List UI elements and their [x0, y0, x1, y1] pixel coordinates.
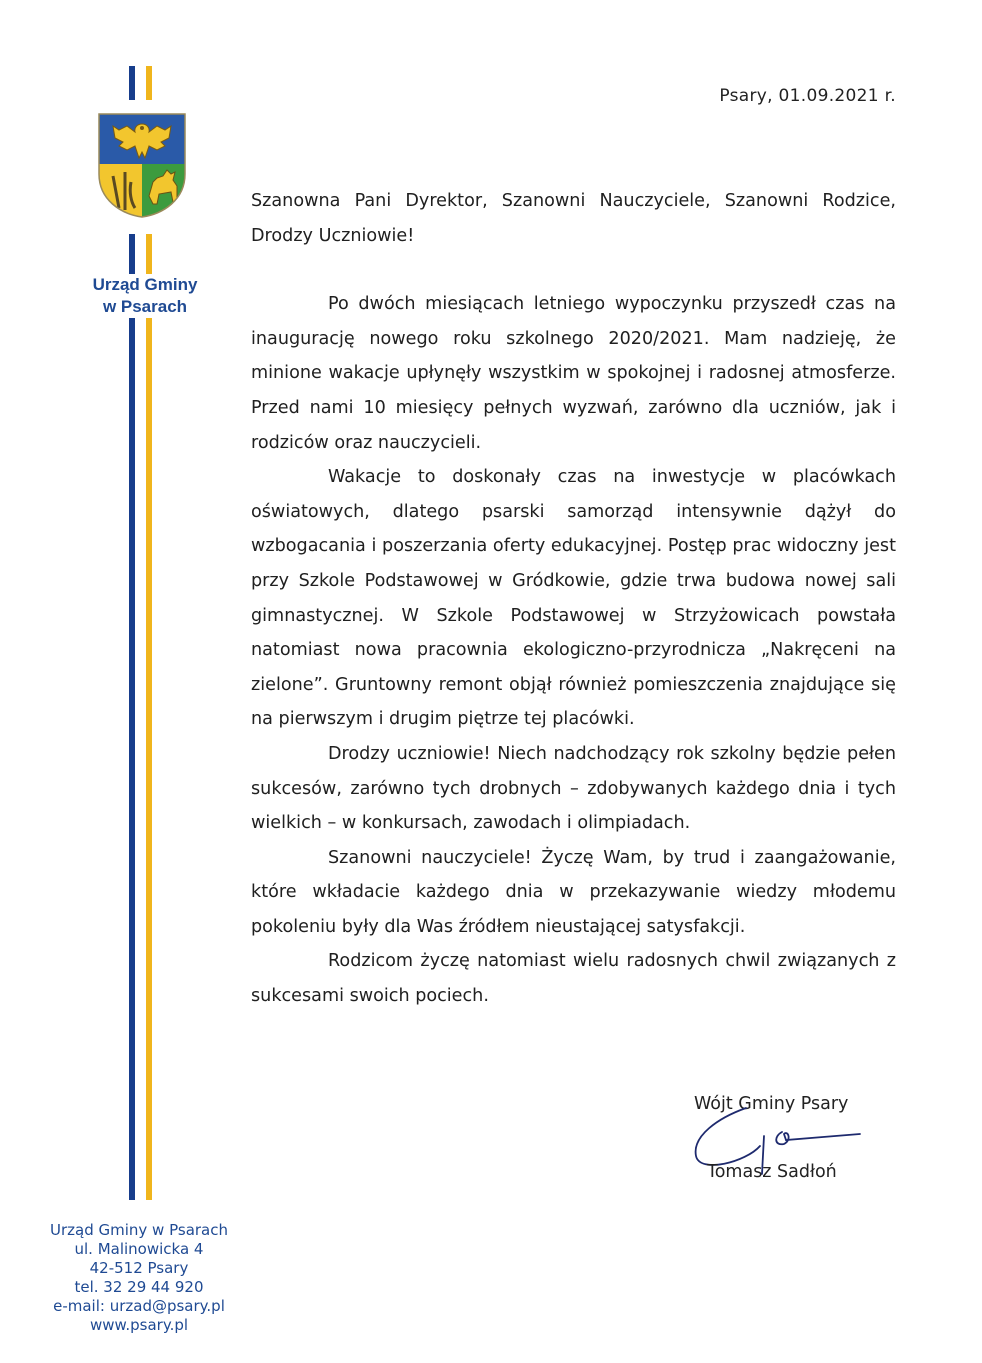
letter-body	[251, 184, 896, 1014]
coat-of-arms-icon	[97, 112, 187, 218]
signature-title: Wójt Gminy Psary	[694, 1094, 849, 1114]
office-name-line2: w Psarach	[102, 297, 188, 316]
footer-street: ul. Malinowicka 4	[74, 1240, 204, 1258]
side-stripe-blue	[129, 234, 135, 1200]
footer-postal: 42-512 Psary	[89, 1259, 189, 1277]
footer-email: e-mail: urzad@psary.pl	[53, 1297, 225, 1315]
top-stripe-blue	[129, 66, 135, 100]
paragraph: Wakacje to doskonały czas na inwestycje w placówkach oświatowych, dlatego psarski samorząd intensywnie dążył do wzbogacania i poszerzania oferty edukacyjnej. Postęp prac widoczny jest przy Szkole Podstawowej w Gródkowie, gdzie trwa budowa nowej sali gimnastycznej. W Szkole Podstawowej w Strzyżowicach powstała natomiast nowa pracownia ekologiczno-przyrodnicza „Nakręceni na zielone”. Gruntowny remont objął również pomieszczenia znajdujące się na pierwszym i drugim piętrze tej placówki.	[251, 467, 896, 730]
paragraph: Po dwóch miesiącach letniego wypoczynku przyszedł czas na inaugurację nowego roku szkolnego 2020/2021. Mam nadzieję, że minione wakacje upłynęły wszystkim w spokojnej i radosnej atmosferze. Przed nami 10 miesięcy pełnych wyzwań, zarówno dla uczniów, jak i rodziców oraz nauczycieli.	[251, 294, 896, 453]
footer-office: Urząd Gminy w Psarach	[50, 1221, 228, 1239]
footer-address	[40, 1221, 238, 1335]
letter-date: Psary, 01.09.2021 r.	[719, 86, 896, 106]
office-name-line1: Urząd Gminy	[92, 275, 198, 294]
office-name	[60, 274, 230, 318]
footer-website: www.psary.pl	[89, 1316, 189, 1334]
side-stripe-yellow	[146, 234, 152, 1200]
signature-name: Tomasz Sadłoń	[707, 1162, 837, 1182]
paragraph: Drodzy uczniowie! Niech nadchodzący rok szkolny będzie pełen sukcesów, zarówno tych drobnych – zdobywanych każdego dnia i tych wielkich – w konkursach, zawodach i olimpiadach.	[251, 743, 896, 834]
footer-phone: tel. 32 29 44 920	[74, 1278, 204, 1296]
paragraph: Szanowni nauczyciele! Życzę Wam, by trud i zaangażowanie, które wkładacie każdego dnia w przekazywanie wiedzy młodemu pokoleniu były dla Was źródłem nieustającej satysfakcji.	[251, 847, 896, 937]
salutation: Szanowna Pani Dyrektor, Szanowni Nauczyciele, Szanowni Rodzice, Drodzy Uczniowie!	[251, 191, 896, 246]
top-stripe-yellow	[146, 66, 152, 100]
paragraph: Rodzicom życzę natomiast wielu radosnych chwil związanych z sukcesami swoich pociech.	[251, 951, 896, 1007]
